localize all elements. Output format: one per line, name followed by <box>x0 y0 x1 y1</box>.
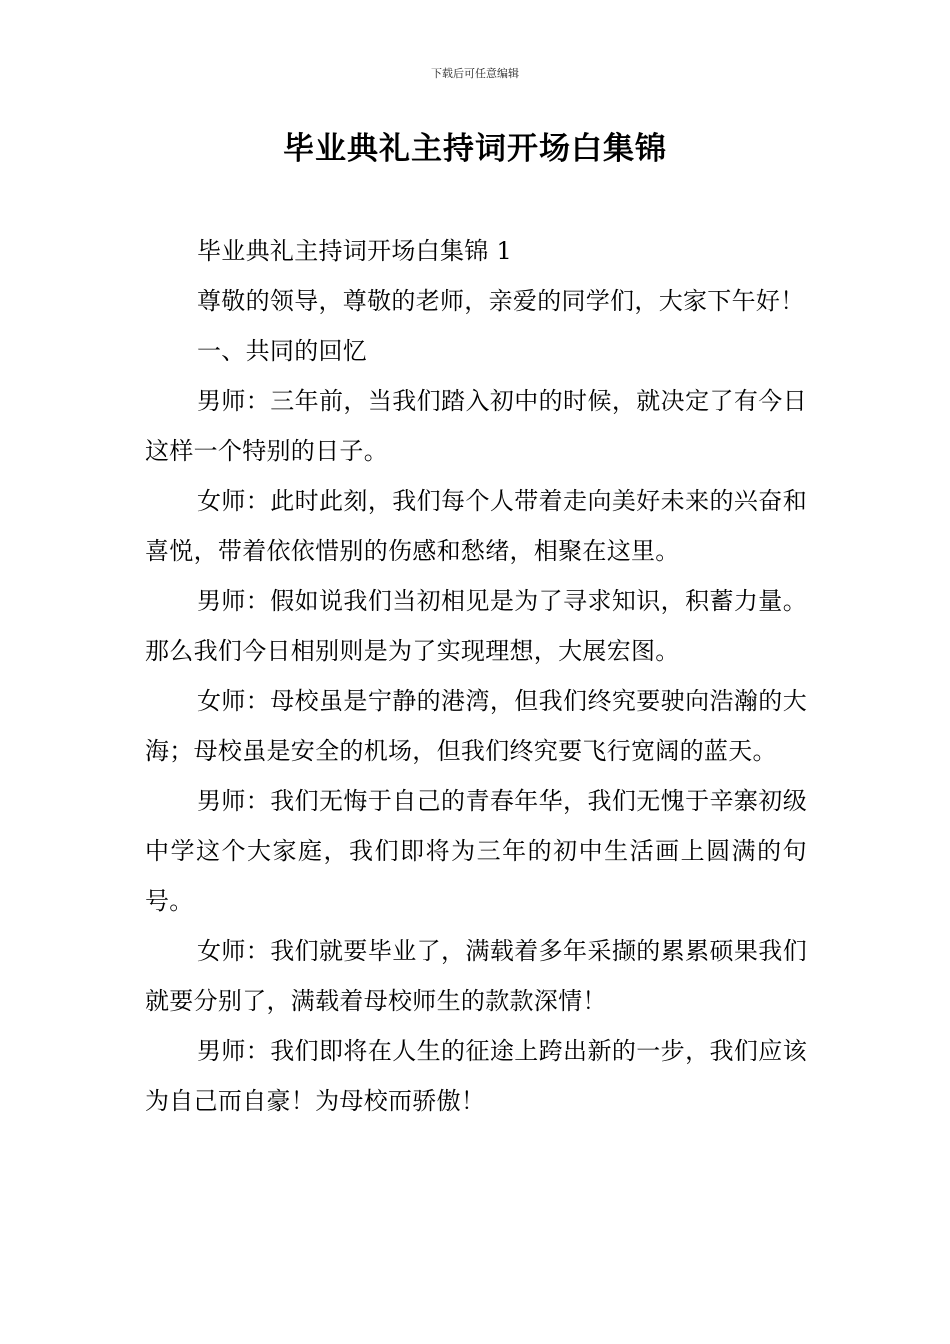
paragraph: 女师：我们就要毕业了，满载着多年采撷的累累硕果我们就要分别了，满载着母校师生的款款深情！ <box>145 937 807 1015</box>
subsection-heading: 一、共同的回忆 <box>197 337 368 365</box>
section-heading: 毕业典礼主持词开场白集锦 1 <box>197 237 513 265</box>
document-body <box>145 226 807 1126</box>
paragraph: 女师：母校虽是宁静的港湾，但我们终究要驶向浩瀚的大海；母校虽是安全的机场，但我们终究要飞行宽阔的蓝天。 <box>145 687 807 765</box>
paragraph: 男师：我们即将在人生的征途上跨出新的一步，我们应该为自己而自豪！为母校而骄傲！ <box>145 1037 807 1115</box>
paragraph: 男师：三年前，当我们踏入初中的时候，就决定了有今日这样一个特别的日子。 <box>145 387 807 465</box>
paragraph: 男师：假如说我们当初相见是为了寻求知识，积蓄力量。那么我们今日相别则是为了实现理想，大展宏图。 <box>145 587 807 665</box>
paragraph-greeting: 尊敬的领导，尊敬的老师，亲爱的同学们，大家下午好！ <box>197 287 805 315</box>
header-note: 下载后可任意编辑 <box>431 67 519 80</box>
page-title: 毕业典礼主持词开场白集锦 <box>283 131 667 167</box>
paragraph: 男师：我们无悔于自己的青春年华，我们无愧于辛寨初级中学这个大家庭，我们即将为三年的初中生活画上圆满的句号。 <box>145 787 807 915</box>
paragraph: 女师：此时此刻，我们每个人带着走向美好未来的兴奋和喜悦，带着依依惜别的伤感和愁绪，相聚在这里。 <box>145 487 807 565</box>
